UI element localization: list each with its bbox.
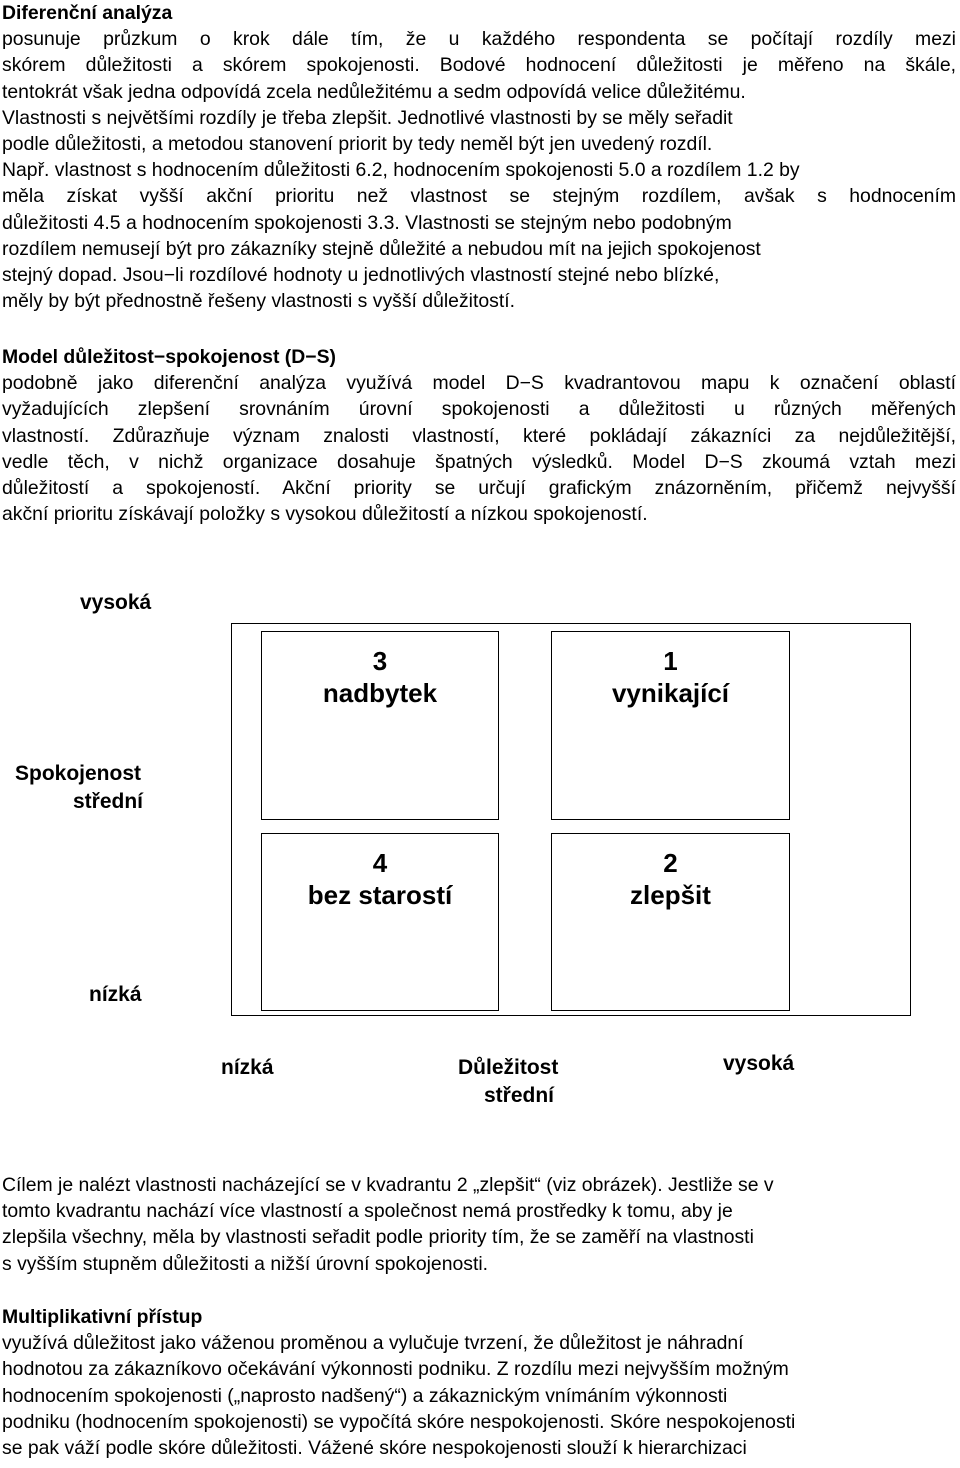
paragraph-line: skórem důležitosti a skórem spokojenosti. Bodové hodnocení důležitosti je měřeno na škále, (2, 54, 956, 77)
y-axis-mid-label: střední (73, 790, 144, 813)
quadrant-3 (261, 631, 499, 820)
quadrant-name: vynikající (611, 678, 730, 708)
paragraph-line: důležitosti 4.5 a hodnocením spokojenosti 3.3. Vlastnosti se stejným nebo podobným (2, 211, 732, 234)
paragraph-line: vlastností. Zdůrazňuje význam znalosti vlastností, které pokládají zákazníci za nejdůležitější, (2, 424, 956, 447)
paragraph-line: s vyšším stupněm důležitosti a nižší úrovní spokojenosti. (2, 1252, 489, 1275)
paragraph-line: akční prioritu získávají položky s vysokou důležitostí a nízkou spokojeností. (2, 503, 648, 526)
y-axis-title: Spokojenost (15, 762, 142, 785)
paragraph-line: posunuje průzkum o krok dále tím, že u každého respondenta se počítají rozdíly mezi (2, 28, 956, 51)
paragraph-line: důležitostí a spokojeností. Akční priority se určují grafickým znázorněním, přičemž nejvyšší (2, 477, 956, 500)
paragraph-line: tentokrát však jedna odpovídá zcela nedůležitému a sedm odpovídá velice důležitému. (2, 80, 746, 103)
paragraph-line: rozdílem nemusejí být pro zákazníky stejně důležité a nebudou mít na jejich spokojenost (2, 237, 761, 260)
paragraph-line: vyžadujících zlepšení srovnáním úrovní spokojenosti a důležitosti u různých měřených (2, 398, 956, 421)
paragraph-line: Vlastnosti s největšími rozdíly je třeba zlepšit. Jednotlivé vlastnosti by se měly seřadit (2, 106, 733, 129)
quadrant-2 (551, 833, 790, 1011)
quadrant-1 (551, 631, 790, 820)
paragraph-line: využívá důležitost jako váženou proměnou a vylučuje tvrzení, že důležitost je náhradní (2, 1332, 744, 1355)
y-axis-high-label: vysoká (80, 591, 152, 614)
paragraph-line: stejný dopad. Jsou−li rozdílové hodnoty u jednotlivých vlastností stejné nebo blízké, (2, 264, 720, 287)
quadrant-4 (261, 833, 499, 1011)
quadrant-number: 4 (372, 848, 388, 878)
quadrant-name: bez starostí (307, 880, 453, 910)
section-differential-analysis (2, 0, 956, 314)
quadrant-diagram (0, 580, 960, 1120)
paragraph-line: měly by být přednostně řešeny vlastnosti s vyšší důležitostí. (2, 290, 515, 313)
section-heading: Diferenční analýza (2, 2, 173, 24)
x-axis-low-label: nízká (221, 1056, 274, 1079)
y-axis-low-label: nízká (89, 983, 142, 1006)
x-axis-high-label: vysoká (723, 1052, 795, 1075)
x-axis-mid-label: střední (484, 1084, 555, 1107)
quadrant-name: zlepšit (630, 880, 711, 910)
paragraph-line: měla získat vyšší akční prioritu než vlastnost se stejným rozdílem, avšak s hodnocením (2, 185, 956, 208)
paragraph-line: Např. vlastnost s hodnocením důležitosti 6.2, hodnocením spokojenosti 5.0 a rozdílem 1.2 by (2, 159, 800, 182)
quadrant-number: 3 (372, 646, 388, 676)
quadrant-name: nadbytek (322, 678, 438, 708)
paragraph-line: tomto kvadrantu nachází více vlastností a společnost nemá prostředky k tomu, aby je (2, 1200, 733, 1223)
section-multiplicative-approach (2, 1304, 956, 1461)
quadrant-number: 1 (663, 646, 678, 676)
x-axis-title: Důležitost (458, 1056, 559, 1079)
paragraph-line: zlepšila všechny, měla by vlastnosti seřadit podle priority tím, že se zaměří na vlastnosti (2, 1226, 754, 1249)
section-importance-satisfaction-model (2, 344, 956, 527)
section-conclusion (2, 1172, 956, 1277)
paragraph-line: hodnotou za zákazníkovo očekávání výkonnosti podniku. Z rozdílu mezi nejvyšším možným (2, 1358, 789, 1381)
paragraph-line: Cílem je nalézt vlastnosti nacházející se v kvadrantu 2 „zlepšit“ (viz obrázek). Jestliže se v (2, 1174, 774, 1196)
section-heading: Multiplikativní přístup (2, 1306, 203, 1328)
paragraph-line: hodnocením spokojenosti („naprosto nadšený“) a zákaznickým vnímáním výkonnosti (2, 1384, 728, 1407)
section-heading: Model důležitost−spokojenost (D−S) (2, 346, 336, 368)
paragraph-line: podle důležitosti, a metodou stanovení priorit by tedy neměl být jen uvedený rozdíl. (2, 133, 713, 156)
paragraph-line: podniku (hodnocením spokojenosti) se vypočítá skóre nespokojenosti. Skóre nespokojenosti (2, 1410, 796, 1433)
paragraph-line: podobně jako diferenční analýza využívá model D−S kvadrantovou mapu k označení oblastí (2, 372, 956, 395)
paragraph-line: se pak váží podle skóre důležitosti. Vážené skóre nespokojenosti slouží k hierarchizaci (2, 1437, 747, 1460)
quadrant-number: 2 (663, 848, 678, 878)
paragraph-line: vedle těch, v nichž organizace dosahuje špatných výsledků. Model D−S zkoumá vztah mezi (2, 450, 956, 473)
